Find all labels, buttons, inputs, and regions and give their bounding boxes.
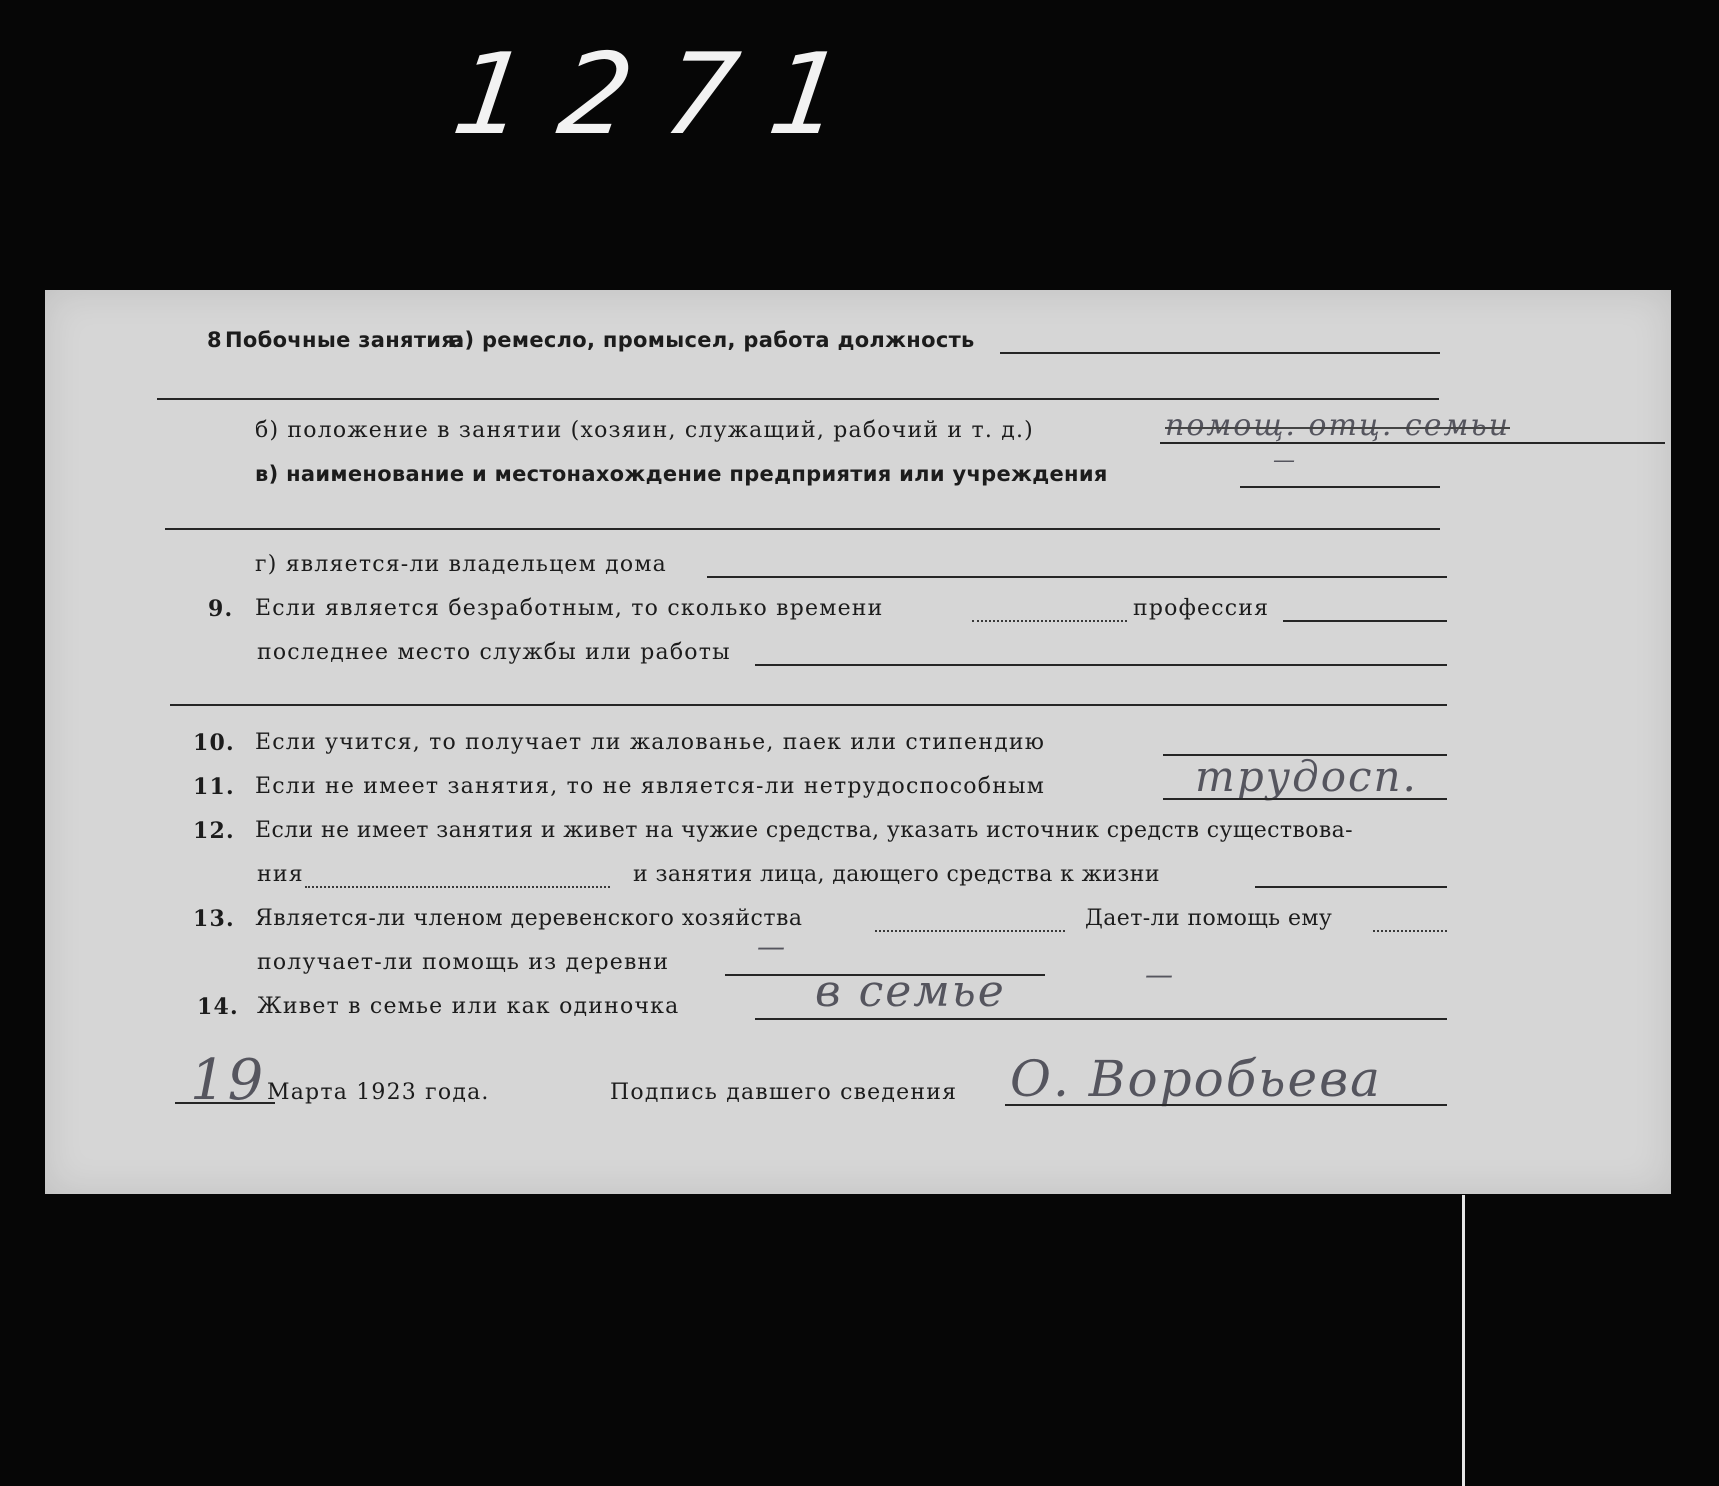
q8-g-label: г) является-ли владельцем дома — [255, 552, 667, 577]
q8-a-line-2 — [157, 398, 1439, 400]
q13-number: 13. — [193, 906, 235, 932]
q14-answer-dash: — — [1145, 958, 1175, 991]
q12-source-line — [305, 886, 610, 888]
q13-help-line — [1373, 930, 1447, 932]
q12-number: 12. — [193, 818, 235, 844]
q8-v-answer: — — [1273, 448, 1297, 473]
q9-profession-label: профессия — [1133, 596, 1270, 621]
q8-b-label: б) положение в занятии (хозяин, служащий, рабочий и т. д.) — [255, 418, 1034, 443]
q8-g-line — [707, 576, 1447, 578]
frame-number: 1271 — [445, 30, 886, 160]
q12-label: Если не имеет занятия и живет на чужие средства, указать источник средств существова- — [255, 818, 1354, 843]
q8-a-label: а) ремесло, промысел, работа должность — [450, 328, 975, 352]
q14-line — [755, 1018, 1447, 1020]
q8-number: 8 — [207, 328, 222, 352]
q11-number: 11. — [193, 774, 235, 800]
signature-label: Подпись давшего сведения — [610, 1080, 958, 1105]
q12-line — [1255, 886, 1447, 888]
q13-help-label: Дает-ли помощь ему — [1085, 906, 1333, 931]
q9-profession-line — [1283, 620, 1447, 622]
q8-b-answer: помощ. отц. семьи — [1165, 408, 1511, 443]
q8-label: Побочные занятия: — [225, 328, 464, 352]
q8-a-line — [1000, 352, 1440, 354]
q8-b-line — [1160, 442, 1665, 444]
census-form-card — [45, 290, 1671, 1194]
date-label: Марта 1923 года. — [267, 1080, 490, 1105]
signature: О. Воробьева — [1010, 1050, 1382, 1108]
q9-label: Если является безработным, то сколько времени — [255, 596, 884, 621]
q11-answer: трудосп. — [1195, 752, 1418, 801]
q13-receives-label: получает-ли помощь из деревни — [257, 950, 670, 975]
q8-v-line-2 — [165, 528, 1440, 530]
q12-label-2: и занятия лица, дающего средства к жизни — [633, 862, 1160, 887]
q11-line — [1163, 798, 1447, 800]
date-day-line — [175, 1102, 275, 1104]
q13-member-line — [875, 930, 1065, 932]
q13-answer: — — [757, 930, 787, 963]
q12-cont: ния — [257, 862, 304, 887]
date-day: 19 — [190, 1048, 266, 1113]
q8-v-label: в) наименование и местонахождение предприятия или учреждения — [255, 462, 1108, 486]
q10-label: Если учится, то получает ли жалованье, паек или стипендию — [255, 730, 1046, 755]
q9-last-place-line — [755, 664, 1447, 666]
q14-answer: в семье — [815, 966, 1006, 1017]
film-scratch — [1462, 1195, 1465, 1486]
signature-line — [1005, 1104, 1447, 1106]
q9-duration-line — [972, 620, 1127, 622]
q8-v-line — [1240, 486, 1440, 488]
q13-label: Является-ли членом деревенского хозяйства — [255, 906, 803, 931]
q14-label: Живет в семье или как одиночка — [257, 994, 680, 1019]
q10-number: 10. — [193, 730, 235, 756]
q9-extra-line — [170, 704, 1447, 706]
q11-label: Если не имеет занятия, то не является-ли нетрудоспособным — [255, 774, 1046, 799]
q9-number: 9. — [208, 596, 234, 622]
q14-number: 14. — [197, 994, 239, 1020]
q9-last-place-label: последнее место службы или работы — [257, 640, 731, 665]
